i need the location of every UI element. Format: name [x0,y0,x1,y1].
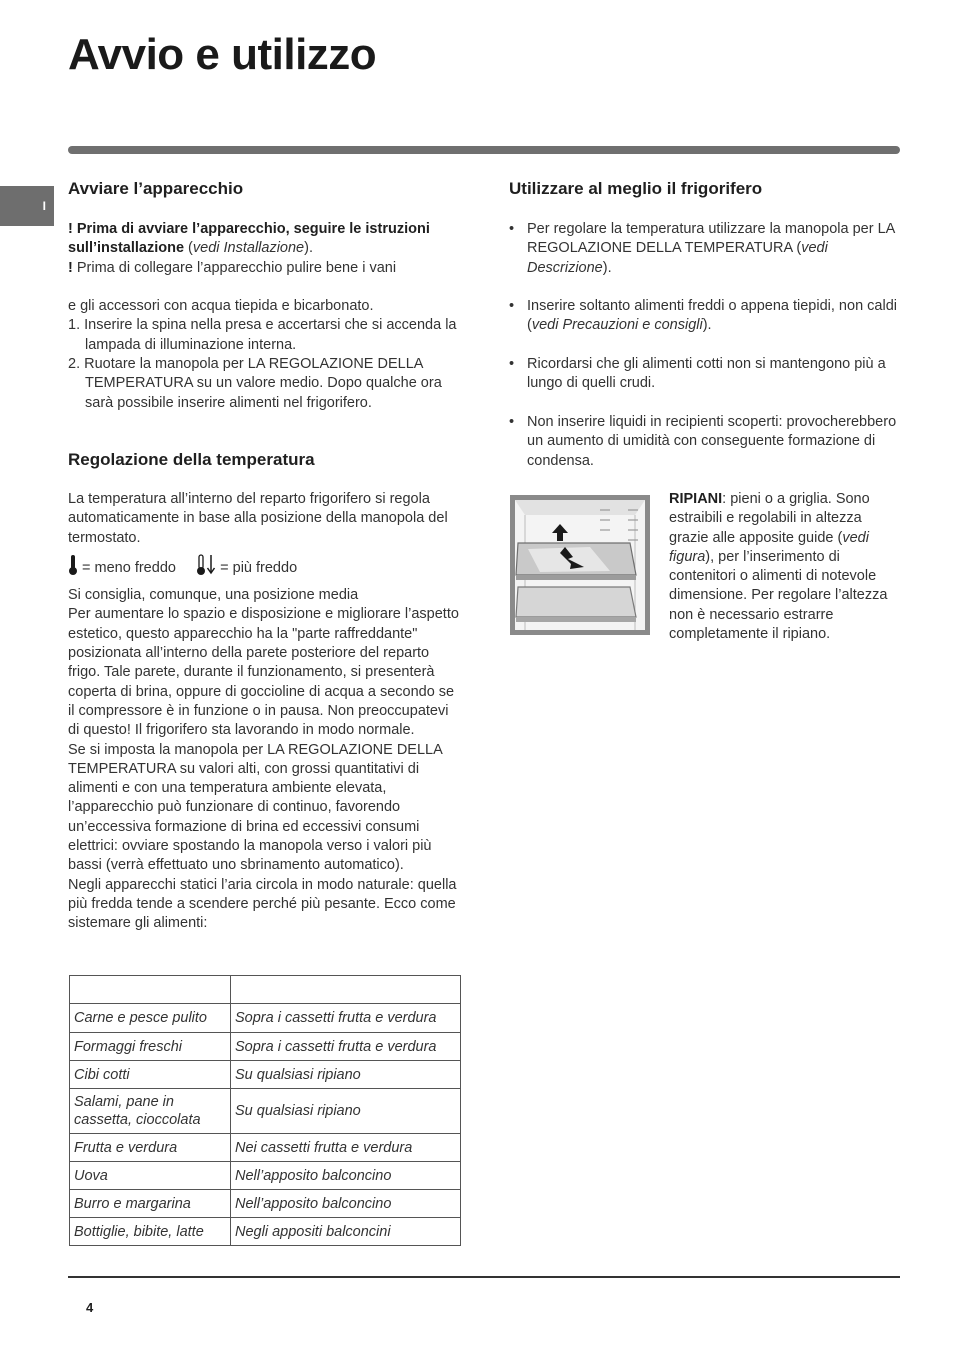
top-rule [68,146,900,154]
warning-2-cont: e gli accessori con acqua tiepida e bicarbonato. [68,298,374,315]
table-row: Burro e margarina Nell’apposito balconcino [70,1190,461,1218]
table-row: Cibi cotti Su qualsiasi ripiano [70,1061,461,1089]
table-row: Carne e pesce pulito Sopra i cassetti frutta e verdura [70,1004,461,1033]
bullet-1: • Per regolare la temperatura utilizzare la manopola per LA REGOLAZIONE DELLA TEMPERATURA (vedi Descrizione). [509,220,901,278]
table-row: Formaggi freschi Sopra i cassetti frutta e verdura [70,1033,461,1061]
thermometer-low-icon [68,554,78,582]
table-header-row [70,976,461,1004]
table-row: Uova Nell’apposito balconcino [70,1162,461,1190]
step-1: 1. Inserire la spina nella presa e accertarsi che si accenda la lampada di illuminazione interna. [68,317,457,353]
table-row: Frutta e verdura Nei cassetti frutta e verdura [70,1134,461,1162]
language-tab: I [0,186,54,226]
page-title: Avvio e utilizzo [68,30,377,79]
regolazione-p2: Per aumentare lo spazio e disposizione e migliorare l’aspetto estetico, questo apparecchio ha la "parte raffreddante" posizionata all’interno della parete posteriore del reparto frigo. Tale parete, durante il funzionamento, si presenterà coperta di brina, oppure di goccioline di acqua a secondo se il compressore è in funzione o in pausa. Non preoccupatevi di questo! Il frigorifero sta lavorando in modo normale. [68,606,459,739]
heading-utilizzare: Utilizzare al meglio il frigorifero [509,179,763,198]
regolazione-intro: La temperatura all’interno del reparto frigorifero si regola automaticamente in base alla posizione della manopola del termostato. [68,491,448,546]
fridge-shelf-illustration [510,495,650,635]
bullet-2: • Inserire soltanto alimenti freddi o appena tiepidi, non caldi (vedi Precauzioni e consigli). [509,297,901,336]
table-row: Salami, pane in cassetta, cioccolata Su qualsiasi ripiano [70,1089,461,1134]
bullet-4: • Non inserire liquidi in recipienti scoperti: provocherebbero un aumento di umidità con conseguente formazione di condensa. [509,413,901,471]
regolazione-p4: Negli apparecchi statici l’aria circola in modo naturale: quella più fredda tende a scendere perché più pesante. Ecco come sistemare gli alimenti: [68,876,457,932]
heading-regolazione: Regolazione della temperatura [68,450,315,469]
avviare-body [68,220,460,413]
warning-2: ! Prima di collegare l’apparecchio pulire bene i vani [68,259,397,276]
heading-avviare: Avviare l’apparecchio [68,179,244,198]
step-2: 2. Ruotare la manopola per LA REGOLAZIONE DELLA TEMPERATURA su un valore medio. Dopo qualche ora sarà possibile inserire alimenti nel frigorifero. [68,356,442,411]
regolazione-p1: Si consiglia, comunque, una posizione media [68,587,359,604]
regolazione-p3: Se si imposta la manopola per LA REGOLAZIONE DELLA TEMPERATURA su valori alti, con grossi quantitativi di alimenti e con una temperatura ambiente elevata, l’apparecchio può funzionare di continuo, favorendo un’eccessiva formazione di brina ed eccessivi consumi elettrici: ovviare spostando la manopola verso i valori più bassi (verrà effettuato uno sbrinamento automatico). [68,741,442,874]
utilizzare-body [509,220,901,490]
thermo-legend: = meno freddo = più freddo [68,554,460,582]
regolazione-body [68,490,460,934]
food-placement-table [69,975,461,1246]
bullet-3: • Ricordarsi che gli alimenti cotti non si mantengono più a lungo di quelli crudi. [509,355,901,394]
thermometer-high-icon [196,554,216,582]
page-number: 4 [86,1300,94,1315]
ripiani-text: RIPIANI: pieni o a griglia. Sono estraibili e regolabili in altezza grazie alle apposite guide (vedi figura), per l’inserimento di contenitori o alimenti di notevole dimensione. Per regolare l’altezza non è necessario estrarre completamente il ripiano. [669,491,888,643]
warning-1: ! Prima di avviare l’apparecchio, seguire le istruzioni sull’installazione (vedi Installazione). [68,221,430,257]
table-row: Bottiglie, bibite, latte Negli appositi balconcini [70,1218,461,1246]
bottom-rule [68,1276,900,1278]
